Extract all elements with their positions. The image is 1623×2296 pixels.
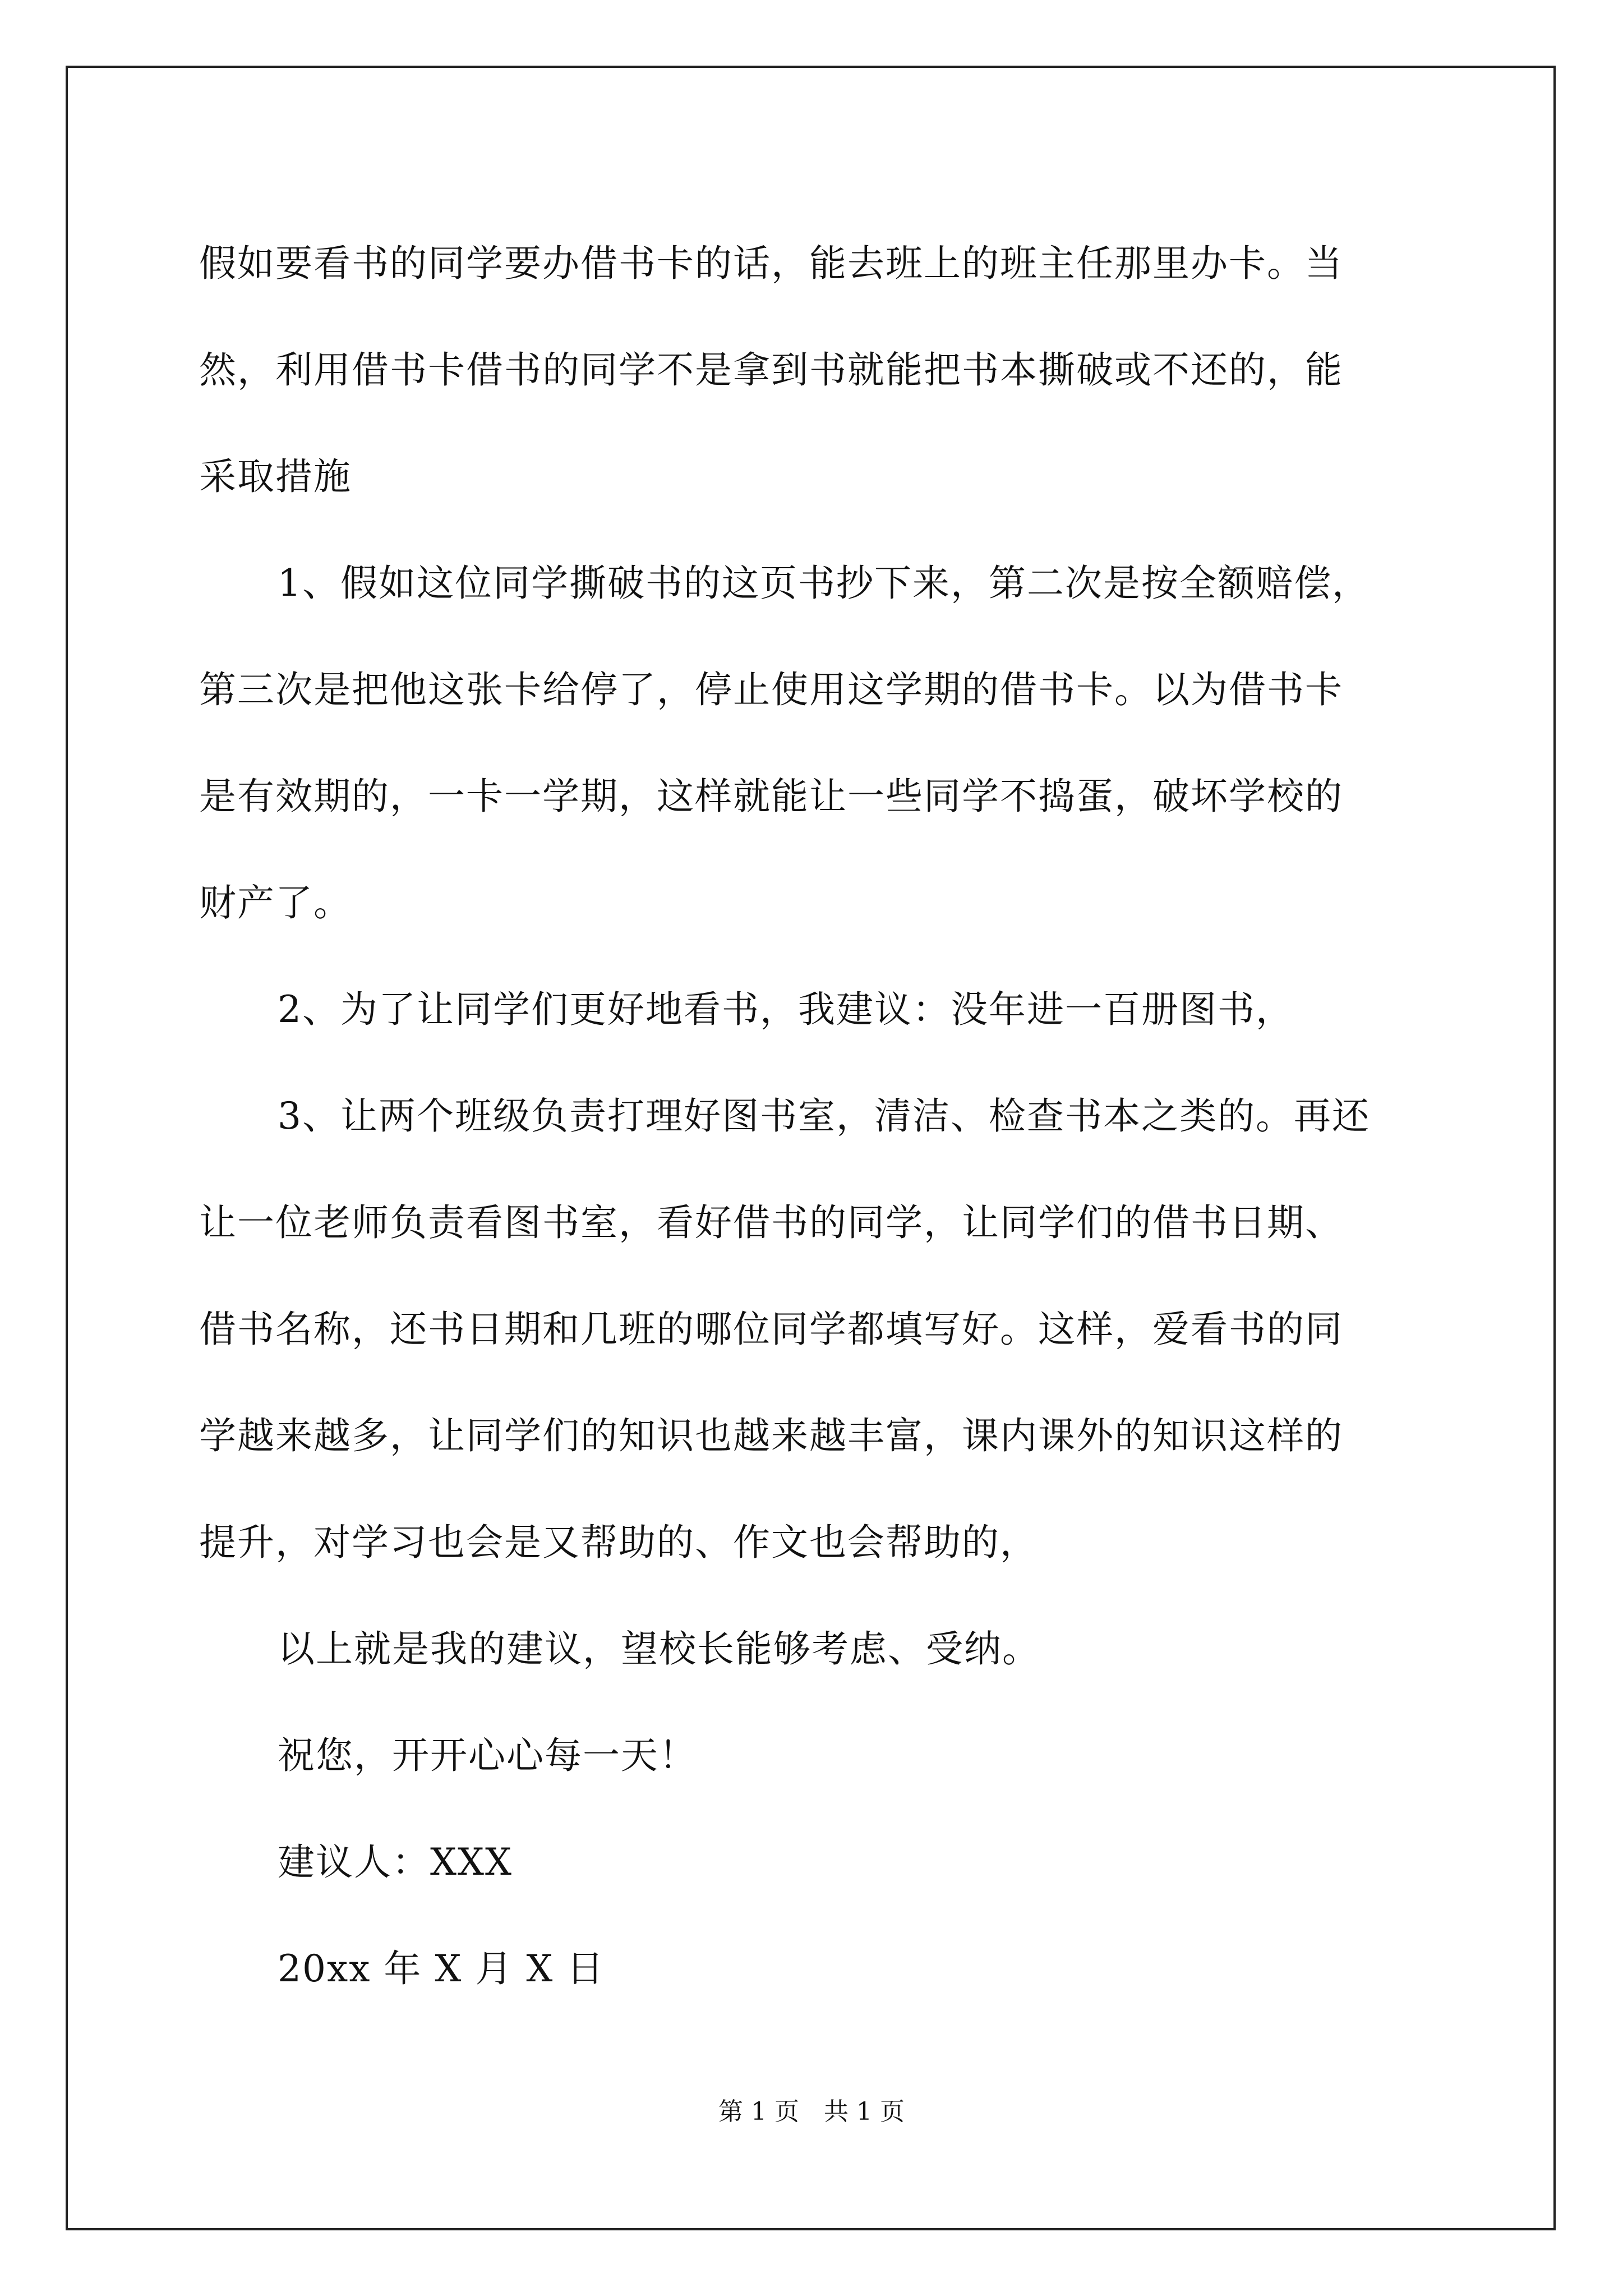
text-line: 假如要看书的同学要办借书卡的话，能去班上的班主任那里办卡。当 <box>199 242 1343 285</box>
text-line: 然，利用借书卡借书的同学不是拿到书就能把书本撕破或不还的，能 <box>199 348 1343 392</box>
text-line: 1、假如这位同学撕破书的这页书抄下来，第二次是按全额赔偿， <box>278 562 1370 605</box>
text-line: 采取措施 <box>199 455 352 498</box>
closing-line: 以上就是我的建议，望校长能够考虑、受纳。 <box>278 1627 1040 1671</box>
document-body <box>199 210 1444 2022</box>
greeting-line: 祝您，开开心心每一天！ <box>278 1734 697 1777</box>
text-line: 学越来越多，让同学们的知识也越来越丰富，课内课外的知识这样的 <box>199 1414 1343 1457</box>
text-line: 提升，对学习也会是又帮助的、作文也会帮助的， <box>199 1521 1038 1564</box>
text-line: 2、为了让同学们更好地看书，我建议：没年进一百册图书， <box>278 988 1294 1031</box>
date-line: 20xx 年 X 月 X 日 <box>278 1947 605 1990</box>
text-line: 让一位老师负责看图书室，看好借书的同学，让同学们的借书日期、 <box>199 1201 1343 1244</box>
page-footer: 第 1 页 共 1 页 <box>718 2097 905 2126</box>
text-line: 3、让两个班级负责打理好图书室，清洁、检查书本之类的。再还 <box>278 1094 1370 1138</box>
text-line: 第三次是把他这张卡给停了，停止使用这学期的借书卡。以为借书卡 <box>199 668 1343 711</box>
text-line: 是有效期的，一卡一学期，这样就能让一些同学不捣蛋，破坏学校的 <box>199 775 1343 818</box>
signature-line: 建议人：XXX <box>278 1841 513 1884</box>
text-line: 财产了。 <box>199 881 352 924</box>
text-line: 借书名称，还书日期和几班的哪位同学都填写好。这样，爱看书的同 <box>199 1308 1343 1351</box>
